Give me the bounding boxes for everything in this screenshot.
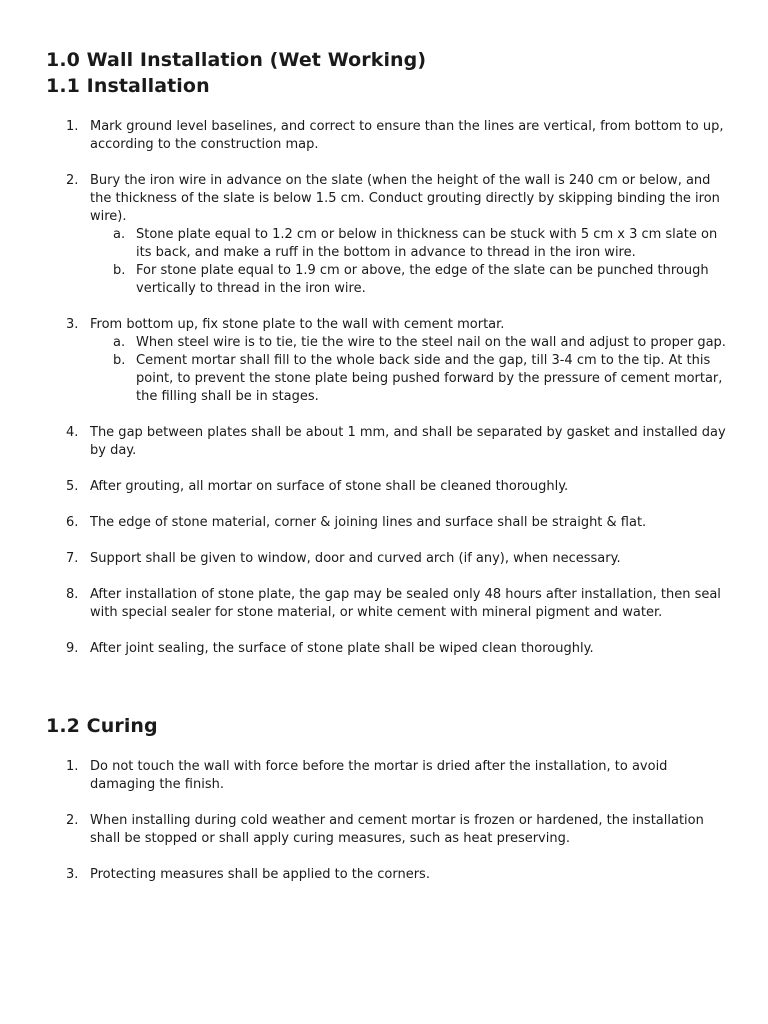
item-text: After grouting, all mortar on surface of stone shall be cleaned thoroughly. — [90, 479, 569, 494]
list-item — [0, 118, 768, 154]
item-number: 2. — [66, 813, 79, 828]
item-text: From bottom up, fix stone plate to the wall with cement mortar. — [90, 317, 505, 332]
item-text: After joint sealing, the surface of stone plate shall be wiped clean thoroughly. — [90, 641, 594, 656]
list-item — [0, 514, 768, 532]
sub-list-item — [0, 352, 768, 406]
sub-item-letter: b. — [113, 263, 126, 278]
list-item — [0, 812, 768, 848]
sub-item-letter: a. — [113, 335, 126, 350]
item-text: The edge of stone material, corner & joining lines and surface shall be straight & flat. — [90, 515, 647, 530]
sub-list-item — [0, 226, 768, 262]
item-text: Support shall be given to window, door and curved arch (if any), when necessary. — [90, 551, 621, 566]
item-text: Bury the iron wire in advance on the slate (when the height of the wall is 240 cm or below, and the thickness of the slate is below 1.5 cm. Conduct grouting directly by skipping binding the iron wire). — [90, 173, 720, 224]
list-item — [0, 640, 768, 658]
installation-list — [0, 118, 768, 676]
sub-item-letter: a. — [113, 227, 126, 242]
item-number: 1. — [66, 119, 79, 134]
item-number: 9. — [66, 641, 79, 656]
item-number: 1. — [66, 759, 79, 774]
list-item — [0, 316, 768, 406]
sub-list — [0, 334, 768, 406]
item-number: 2. — [66, 173, 79, 188]
item-number: 7. — [66, 551, 79, 566]
sub-item-text: Cement mortar shall fill to the whole back side and the gap, till 3-4 cm to the tip. At this point, to prevent the stone plate being pushed forward by the pressure of cement mortar, the filling shall be in stages. — [136, 353, 723, 404]
item-number: 6. — [66, 515, 79, 530]
sub-item-text: For stone plate equal to 1.9 cm or above, the edge of the slate can be punched through vertically to thread in the iron wire. — [136, 263, 709, 296]
list-item — [0, 424, 768, 460]
curing-list — [0, 758, 768, 902]
list-item — [0, 758, 768, 794]
item-number: 3. — [66, 317, 79, 332]
item-text: Protecting measures shall be applied to the corners. — [90, 867, 430, 882]
item-number: 4. — [66, 425, 79, 440]
item-number: 8. — [66, 587, 79, 602]
item-text: When installing during cold weather and cement mortar is frozen or hardened, the installation shall be stopped or shall apply curing measures, such as heat preserving. — [90, 813, 704, 846]
sub-item-letter: b. — [113, 353, 126, 368]
sub-item-text: Stone plate equal to 1.2 cm or below in thickness can be stuck with 5 cm x 3 cm slate on its back, and make a ruff in the bottom in advance to thread in the iron wire. — [136, 227, 718, 260]
item-text: Mark ground level baselines, and correct to ensure than the lines are vertical, from bottom to up, according to the construction map. — [90, 119, 724, 152]
list-item — [0, 550, 768, 568]
list-item — [0, 478, 768, 496]
item-text: The gap between plates shall be about 1 mm, and shall be separated by gasket and installed day by day. — [90, 425, 726, 458]
list-item — [0, 172, 768, 298]
curing-heading: 1.2 Curing — [46, 715, 158, 737]
list-item — [0, 586, 768, 622]
list-item — [0, 866, 768, 884]
sub-list — [0, 226, 768, 298]
installation-heading: 1.1 Installation — [46, 75, 210, 97]
sub-item-text: When steel wire is to tie, tie the wire to the steel nail on the wall and adjust to proper gap. — [136, 335, 726, 350]
item-number: 3. — [66, 867, 79, 882]
main-heading: 1.0 Wall Installation (Wet Working) — [46, 49, 427, 71]
item-text: After installation of stone plate, the gap may be sealed only 48 hours after installation, then seal with special sealer for stone material, or white cement with mineral pigment and water. — [90, 587, 721, 620]
item-number: 5. — [66, 479, 79, 494]
sub-list-item — [0, 262, 768, 298]
item-text: Do not touch the wall with force before the mortar is dried after the installation, to avoid damaging the finish. — [90, 759, 668, 792]
sub-list-item — [0, 334, 768, 352]
